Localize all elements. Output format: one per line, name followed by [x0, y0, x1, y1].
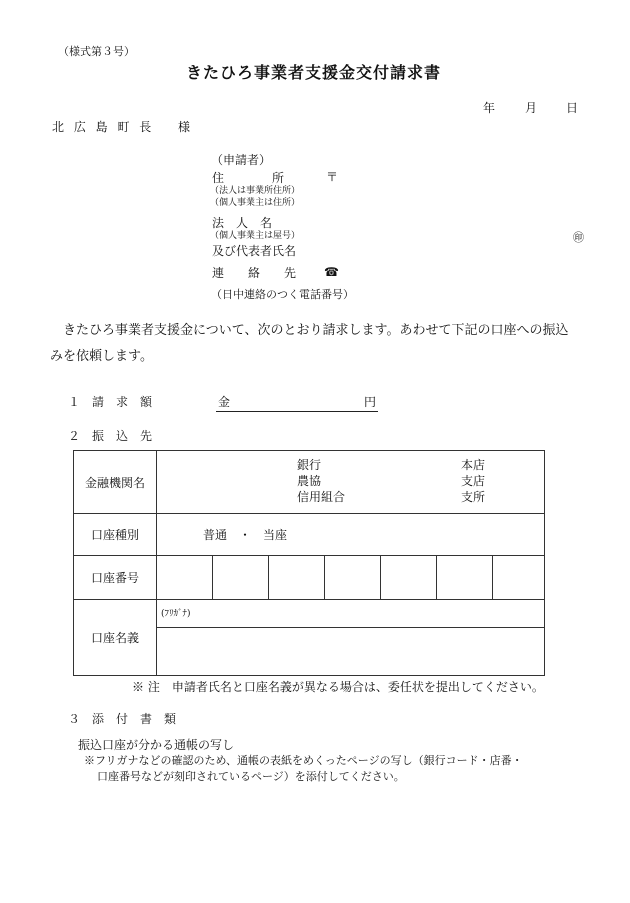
branch-type-branch: 支店	[461, 474, 486, 488]
representative-label: 及び代表者氏名	[212, 244, 297, 258]
section3-label: 添 付 書 類	[92, 712, 177, 726]
account-digit-1[interactable]	[157, 556, 213, 600]
account-holder-note: ※ 注 申請者氏名と口座名義が異なる場合は、委任状を提出してください。	[132, 680, 544, 694]
account-digit-7[interactable]	[493, 556, 545, 600]
request-text-line2: みを依頼します。	[50, 349, 153, 364]
institution-cell[interactable]	[157, 451, 545, 514]
account-type-row	[74, 514, 545, 556]
addressee: 北 広 島 町 長	[52, 120, 155, 134]
amount-suffix: 円	[364, 395, 377, 409]
account-type-label: 口座種別	[74, 514, 157, 556]
date-year: 年	[483, 101, 496, 115]
account-type-options[interactable]: 普通 ・ 当座	[203, 528, 288, 542]
section2-label: 振 込 先	[92, 429, 153, 443]
furigana-row	[74, 600, 545, 628]
section1-number: １	[68, 395, 81, 409]
address-note-individual: （個人事業主は住所）	[210, 198, 301, 208]
account-number-row	[74, 556, 545, 600]
attachment-item: 振込口座が分かる通帳の写し	[78, 738, 235, 752]
institution-label: 金融機関名	[74, 451, 157, 514]
branch-type-head: 本店	[461, 458, 486, 472]
institution-type-bank: 銀行	[297, 458, 322, 472]
section1-label: 請 求 額	[92, 395, 153, 409]
address-label: 住 所	[212, 171, 285, 185]
attachment-note-line1: ※フリガナなどの確認のため、通帳の表紙をめくったページの写し（銀行コード・店番・	[84, 754, 523, 767]
account-digit-6[interactable]	[437, 556, 493, 600]
contact-label: 連 絡 先	[212, 266, 297, 280]
attachment-note-line2: 口座番号などが刻印されているページ）を添付してください。	[97, 770, 405, 783]
furigana-label: (ﾌﾘｶﾞﾅ)	[161, 609, 191, 619]
phone-icon: ☎	[324, 265, 339, 279]
account-number-label: 口座番号	[74, 556, 157, 600]
section3-number: ３	[68, 712, 81, 726]
date-day: 日	[566, 101, 579, 115]
address-note-corporate: （法人は事業所住所）	[210, 186, 301, 196]
amount-underline	[216, 411, 378, 412]
form-number: （様式第３号）	[58, 45, 135, 58]
account-type-cell[interactable]	[157, 514, 545, 556]
furigana-cell[interactable]	[157, 600, 545, 628]
date-month: 月	[525, 101, 538, 115]
branch-type-office: 支所	[461, 490, 486, 504]
institution-type-credit: 信用組合	[297, 490, 346, 504]
corp-name-note: （個人事業主は屋号）	[210, 231, 301, 241]
account-digit-2[interactable]	[213, 556, 269, 600]
institution-type-agri: 農協	[297, 474, 322, 488]
contact-note: （日中連絡のつく電話番号）	[211, 288, 354, 301]
seal-icon: ㊞	[573, 231, 584, 244]
account-digit-5[interactable]	[381, 556, 437, 600]
applicant-heading: （申請者）	[211, 153, 272, 167]
bank-account-table	[73, 450, 545, 676]
amount-prefix: 金	[218, 395, 231, 409]
account-holder-cell[interactable]	[157, 628, 545, 676]
account-digit-3[interactable]	[269, 556, 325, 600]
request-text-line1: きたひろ事業者支援金について、次のとおり請求します。あわせて下記の口座への振込	[50, 323, 569, 338]
addressee-suffix: 様	[178, 120, 191, 134]
postal-mark-icon: 〒	[326, 170, 339, 184]
account-holder-label: 口座名義	[74, 600, 157, 676]
corp-name-label: 法 人 名	[212, 216, 273, 230]
account-digit-4[interactable]	[325, 556, 381, 600]
institution-row	[74, 451, 545, 514]
section2-number: ２	[68, 429, 81, 443]
page-title: きたひろ事業者支援金交付請求書	[186, 63, 442, 82]
